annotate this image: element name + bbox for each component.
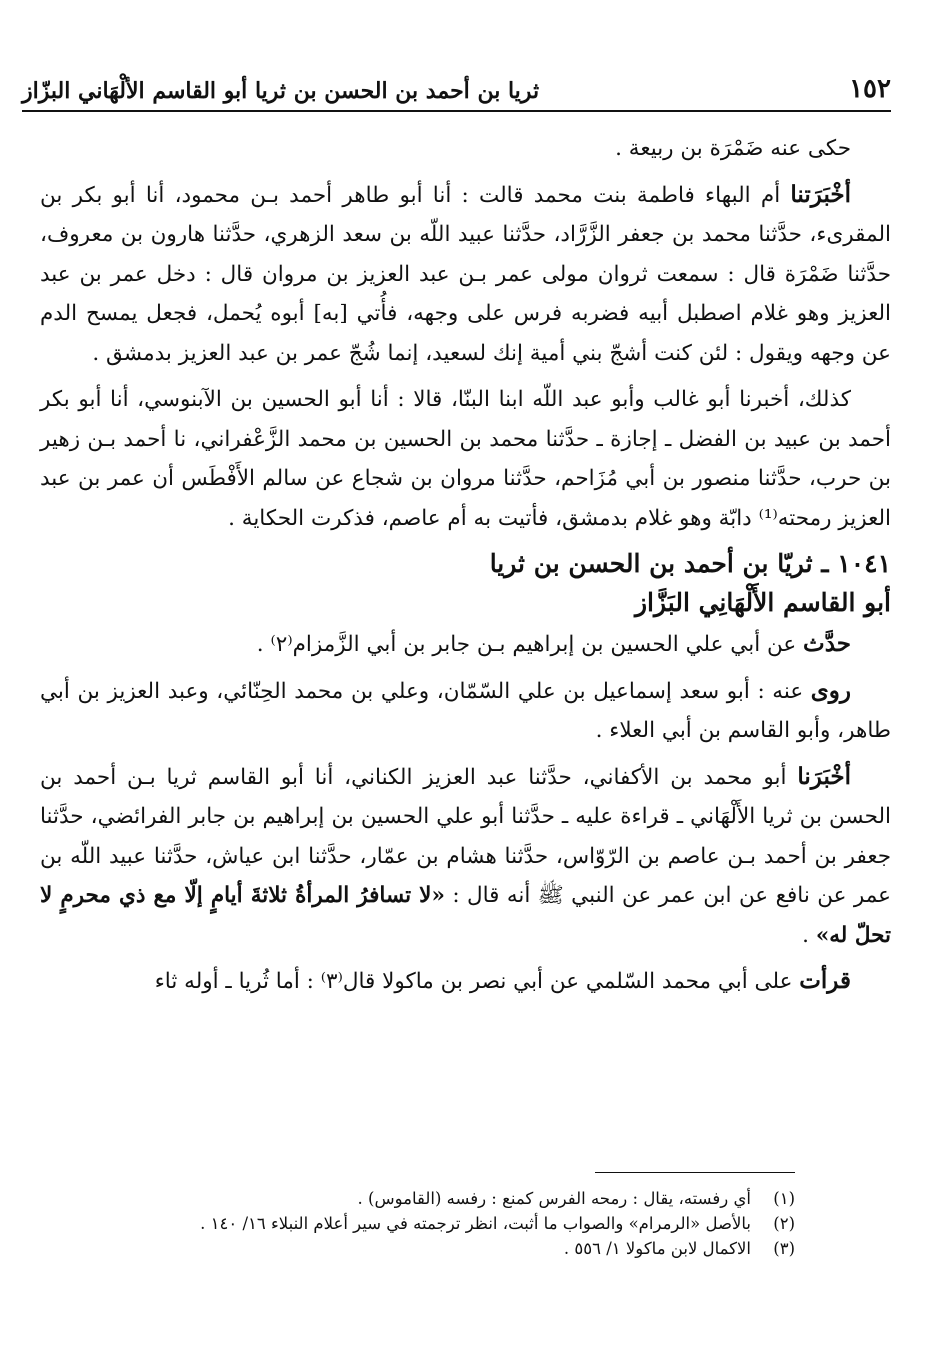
paragraph-text: أم البهاء فاطمة بنت محمد قالت : أنا أبو طاهر أحمد بـن محمود، أنا أبو بكر بن المقرىء، حدَّثنا محمد بن جعفر الزَّرَّاد، حدَّثنا عبيد اللّه بن سعد الزهري، حدَّثنا هارون بن معروف، حدَّثنا ضَمْرَة قال : سمعت ثروان مولى عمر بـن عبد العزيز بن مروان قال : دخل عمر بن عبد العزيز وهو غلام اصطبل أبيه فضربه فرس على وجهه، فأُتي [به] أبوه يُحمل، فجعل يمسح الدم عن وجهه ويقول : لئن كنت أشجّ بني أمية إنك لسعيد، إنما شُجّ عمر بن عبد العزيز بدمشق . <box>40 182 891 366</box>
paragraph-text: عنه : أبو سعد إسماعيل بن علي السّمّان، وعلي بن محمد الحِنّائي، وعبد العزيز بن أبي طاهر، وأبو القاسم بن أبي العلاء . <box>40 678 891 743</box>
paragraph-tail: . <box>802 922 816 948</box>
paragraph-text: حكى عنه ضَمْرَة بن ربيعة . <box>615 136 851 161</box>
page-header <box>22 60 891 112</box>
entry-title-line1: ١٠٤١ ـ ثريّا بن أحمد بن الحسن بن ثريا <box>489 549 891 578</box>
paragraph-lead: أخْبَرَنا <box>797 762 851 790</box>
footnote-text: بالأصل «الرمرام» والصواب ما أثبت، انظر ترجمته في سير أعلام النبلاء ١٦/ ١٤٠ . <box>200 1214 751 1233</box>
paragraph-lead: قرأت <box>799 967 851 994</box>
paragraph <box>40 128 891 169</box>
entry-paragraph <box>40 671 891 751</box>
paragraph-text: أبو محمد بن الأكفاني، حدَّثنا عبد العزيز الكناني، أنا أبو القاسم ثريا بـن أحمد بن الحسن بن ثريا الأَلْهَاني ـ قراءة عليه ـ حدَّثنا أبو علي الحسين بن إبراهيم بن جابر الفرائضي، حدَّثنا جعفر بن أحمد بـن عاصم بن الرّوّاس، حدَّثنا هشام بن عمّار، حدَّثنا ابن عياش، حدَّثنا عبيد اللّه بن عمر عن نافع عن ابن عمر عن النبي ﷺ أنه قال : <box>40 764 891 908</box>
footnote-number: (٣) <box>773 1239 795 1258</box>
hadith-quote: «لا تسافرُ المرأةُ ثلاثةَ أيامٍ إلّا مع ذي محرمٍ لا تحلّ له» <box>40 883 891 948</box>
footnotes <box>40 1186 795 1261</box>
paragraph-lead: حدَّث <box>803 630 851 657</box>
footnote <box>40 1211 795 1236</box>
paragraph <box>40 175 891 374</box>
footnote-divider <box>595 1172 795 1173</box>
page-number: ١٥٢ <box>849 74 891 104</box>
paragraph-text: كذلك، أخبرنا أبو غالب وأبو عبد اللّه ابنا البنّا، قالا : أنا أبو الحسين بن الآبنوسي، أنا أبو بكر أحمد بن عبيد بن الفضل ـ إجازة ـ حدَّثنا محمد بن الحسين بن محمد الزَّعْفراني، نا أحمد بـن زهير بن حرب، حدَّثنا منصور بن أبي مُزَاحم، حدَّثنا مروان بن شجاع عن سالم الأَفْطَس أن عمر بن عبد العزيز رمحته⁽¹⁾ دابّة وهو غلام بدمشق، فأتيت به أم عاصم، فذكرت الحكاية . <box>40 387 891 531</box>
footnote-text: الاكمال لابن ماكولا ١/ ٥٥٦ . <box>563 1239 751 1258</box>
paragraph <box>40 379 891 538</box>
paragraph-text: على أبي محمد السّلمي عن أبي نصر بن ماكولا قال⁽٣⁾ : أما ثُريا ـ أوله ثاء <box>154 969 800 994</box>
footnote-number: (٢) <box>773 1214 795 1233</box>
footnote-number: (١) <box>773 1189 795 1208</box>
footnote-text: أي رفسته، يقال : رمحه الفرس كمنع : رفسه (القاموس) . <box>357 1189 751 1208</box>
entry-paragraph <box>40 757 891 956</box>
running-title: ثريا بن أحمد بن الحسن بن ثريا أبو القاسم الألْهَاني البزّاز <box>22 78 540 104</box>
entry-title-line2: أبو القاسم الأَلْهَانِي البَزَّاز <box>634 588 891 617</box>
entry-paragraph <box>40 624 891 665</box>
entry-title <box>40 544 891 622</box>
footnote <box>40 1186 795 1211</box>
entry-paragraph <box>40 961 891 1002</box>
paragraph-lead: أخْبَرَتنا <box>790 180 851 208</box>
main-text <box>40 128 891 1008</box>
paragraph-text: عن أبي علي الحسين بن إبراهيم بـن جابر بن أبي الزَّمزام⁽٢⁾ . <box>256 632 804 657</box>
paragraph-lead: روى <box>810 676 851 704</box>
footnote <box>40 1236 795 1261</box>
